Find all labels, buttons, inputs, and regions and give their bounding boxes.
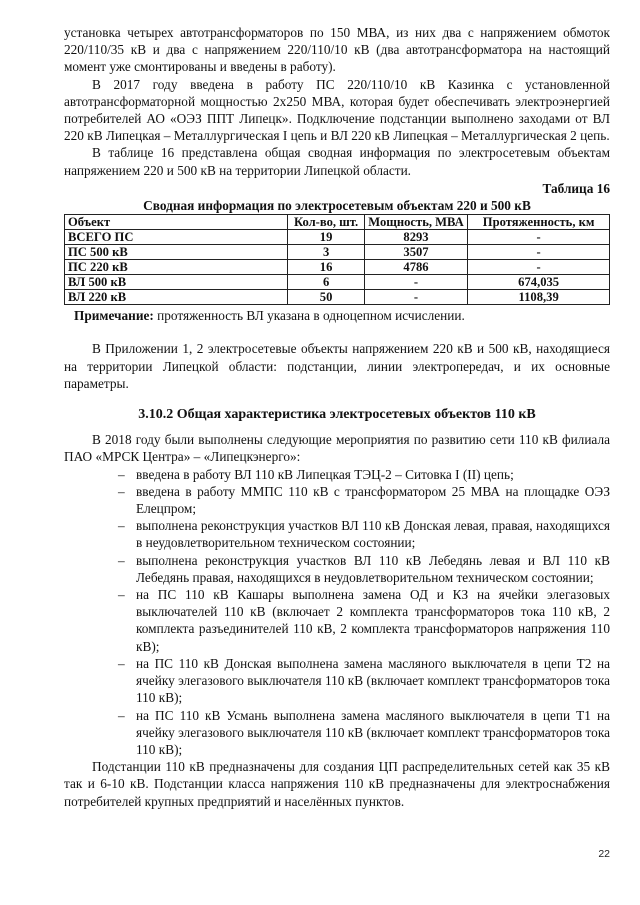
- table-cell: 674,035: [468, 275, 610, 290]
- table-cell: ВЛ 220 кВ: [65, 290, 288, 305]
- table-row: [65, 230, 610, 245]
- table-cell: 6: [288, 275, 364, 290]
- list-item: [118, 655, 610, 707]
- list-item-text: выполнена реконструкция участков ВЛ 110 кВ Донская левая, правая, находящихся в неудовлетворительном техническом состоянии;: [136, 518, 610, 551]
- paragraph-5: В 2018 году были выполнены следующие мероприятия по развитию сети 110 кВ филиала ПАО «МРСК Центра» – «Липецкэнерго»:: [64, 432, 610, 465]
- table-cell: -: [468, 260, 610, 275]
- table-cell: ВСЕГО ПС: [65, 230, 288, 245]
- dash-bullet: –: [118, 587, 125, 603]
- table-cell: ПС 220 кВ: [65, 260, 288, 275]
- paragraph-1: установка четырех автотрансформаторов по 150 МВА, из них два с напряжением обмоток 220/110/35 кВ и два с напряжением 220/110/10 кВ (два автотрансформатора на настоящий момент уже смонтированы и введены в работу).: [64, 25, 610, 75]
- table-header-cell: Объект: [65, 215, 288, 230]
- table-cell: 3507: [364, 245, 468, 260]
- list-item: [118, 483, 610, 517]
- dash-bullet: –: [118, 466, 125, 482]
- table-header-cell: Протяженность, км: [468, 215, 610, 230]
- list-item-text: введена в работу ММПС 110 кВ с трансформатором 25 МВА на площадке ОЭЗ Елецпром;: [136, 483, 610, 517]
- paragraph-6: Подстанции 110 кВ предназначены для создания ЦП распределительных сетей как 35 кВ так и 6-10 кВ. Подстанции класса напряжения 110 кВ предназначены для электроснабжения потребителей крупных предприятий и населённых пунктов.: [64, 759, 610, 809]
- table-cell: -: [364, 290, 468, 305]
- list-item: [118, 707, 610, 759]
- list-item-text: на ПС 110 кВ Усмань выполнена замена масляного выключателя в цепи Т1 на ячейку элегазового выключателя 110 кВ (включает комплект трансформаторов тока 110 кВ);: [136, 707, 610, 757]
- table-title: Сводная информация по электросетевым объектам 220 и 500 кВ: [143, 198, 531, 214]
- paragraph-3: В таблице 16 представлена общая сводная информация по электросетевым объектам напряжением 220 и 500 кВ на территории Липецкой области.: [64, 145, 610, 178]
- table-header-cell: Мощность, МВА: [364, 215, 468, 230]
- list-item-text: на ПС 110 кВ Донская выполнена замена масляного выключателя в цепи Т2 на ячейку элегазового выключателя 110 кВ (включает комплект трансформаторов тока 110 кВ);: [136, 655, 610, 706]
- dash-bullet: –: [118, 518, 125, 534]
- table-cell: -: [364, 275, 468, 290]
- table-cell: 3: [288, 245, 364, 260]
- dash-bullet: –: [118, 552, 125, 568]
- table-note: [64, 307, 610, 324]
- paragraph-2: В 2017 году введена в работу ПС 220/110/10 кВ Казинка с установленной автотрансформаторной мощностью 2х250 МВА, которая будет обеспечивать электроэнергией потребителей АО «ОЭЗ ППТ Липецк». Подключение подстанции выполнено заходами от ВЛ 220 кВ Липецкая – Металлургическая I цепь и ВЛ 220 кВ Липецкая – Металлургическая 2 цепь.: [64, 76, 610, 144]
- table-header-row: [65, 215, 610, 230]
- measures-list: [64, 466, 610, 758]
- table-note-label: Примечание:: [74, 308, 154, 324]
- table-row: [65, 260, 610, 275]
- table-cell: 1108,39: [468, 290, 610, 305]
- table-cell: 19: [288, 230, 364, 245]
- summary-table: [64, 214, 610, 305]
- table-note-text: протяженность ВЛ указана в одноцепном исчислении.: [153, 308, 465, 324]
- list-item-text: выполнена реконструкция участков ВЛ 110 кВ Лебедянь левая и ВЛ 110 кВ Лебедянь правая, находящихся в неудовлетворительном техническом состоянии;: [136, 552, 610, 585]
- list-item: [118, 517, 610, 551]
- spacer: [64, 324, 610, 340]
- table-row: [65, 290, 610, 305]
- table-cell: -: [468, 245, 610, 260]
- dash-bullet: –: [118, 483, 125, 499]
- table-cell: 8293: [364, 230, 468, 245]
- paragraph-4: В Приложении 1, 2 электросетевые объекты напряжением 220 кВ и 500 кВ, находящиеся на территории Липецкой области: подстанции, линии электропередач, и их основные параметры.: [64, 341, 610, 391]
- table-number-label: Таблица 16: [542, 180, 610, 196]
- dash-bullet: –: [118, 655, 125, 671]
- list-item-text: введена в работу ВЛ 110 кВ Липецкая ТЭЦ-2 – Ситовка I (II) цепь;: [136, 466, 514, 482]
- list-item: [118, 552, 610, 586]
- table-row: [65, 245, 610, 260]
- dash-bullet: –: [118, 707, 125, 723]
- table-cell: ВЛ 500 кВ: [65, 275, 288, 290]
- table-cell: 50: [288, 290, 364, 305]
- table-cell: -: [468, 230, 610, 245]
- table-cell: 16: [288, 260, 364, 275]
- list-item: [118, 586, 610, 655]
- table-cell: 4786: [364, 260, 468, 275]
- list-item: [118, 466, 610, 483]
- table-header-cell: Кол-во, шт.: [288, 215, 364, 230]
- page-number: 22: [598, 848, 610, 860]
- table-row: [65, 275, 610, 290]
- table-cell: ПС 500 кВ: [65, 245, 288, 260]
- list-item-text: на ПС 110 кВ Кашары выполнена замена ОД и КЗ на ячейки элегазовых выключателей 110 кВ (включает 2 комплекта трансформаторов тока 110 кВ, 2 комплекта разъединителей 110 кВ, 2 комплекта трансформаторов напряжения 110 кВ);: [136, 587, 610, 654]
- section-heading: 3.10.2 Общая характеристика электросетевых объектов 110 кВ: [138, 407, 536, 423]
